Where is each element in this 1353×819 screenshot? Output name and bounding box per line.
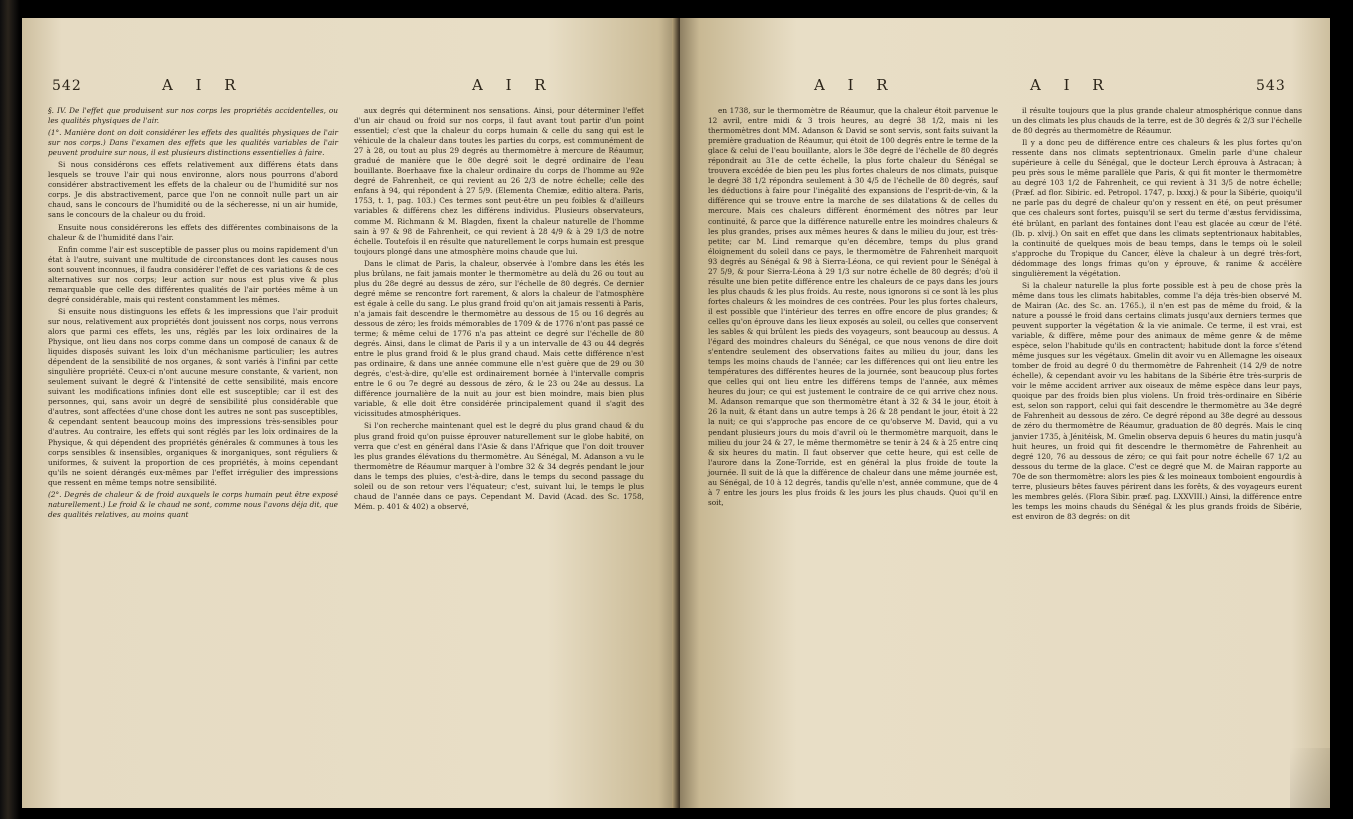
left-page [22, 18, 678, 808]
paragraph: Si ensuite nous distinguons les effets & les impressions que l'air produit sur nous, relativement aux propriétés dont jouissent nos corps, nous verrons alors que parmi ces effets, les uns, réglés par les loix ordinaires de la Physique, ont lieu dans nos corps comme dans un composé de canaux & de liquides disposés suivant les loix d'un méchanisme particulier; les autres dépendent de la sensibilité de nos organes, & sont variés à l'infini par cette singulière propriété. Ceux-ci n'ont aucune mesure constante, & varient, non seulement suivant le degré & l'intensité de cette sensibilité, mais encore suivant les modifications infinies dont elle est susceptible; car il est des personnes, qui, sans avoir un degré de sensibilité plus considérable que d'autres, sont affectées d'une chose dont les autres ne sont pas susceptibles, & cependant sentent beaucoup moins des impressions très-sensibles pour d'autres. Au contraire, les effets qui sont réglés par les loix ordinaires de la Physique, & qui dépendent des propriétés générales & communes à tous les corps sensibles & insensibles, organiques & inorganiques, sont réguliers & uniformes, & suivent la proportion de ces propriétés, à moins cependant qu'ils ne soient dérangés eux-mêmes par l'effet irrégulier des impressions que ressent en même temps notre sensibilité. [48, 306, 338, 487]
text-column-2 [354, 106, 644, 514]
paragraph: Dans le climat de Paris, la chaleur, observée à l'ombre dans les étés les plus brûlans, ne fait jamais monter le thermomètre au delà du 26 ou tout au plus du 28e degré au dessus de zéro, sur l'échelle de 80 degrés. Ce dernier degré même se rencontre fort rarement, & alors la chaleur de l'atmosphère est égale à celle du sang. Le plus grand froid qu'on ait jamais ressenti à Paris, n'a jamais fait descendre le thermomètre au dessous de 15 ou 16 degrés au dessous de zéro; les froids mémorables de 1709 & de 1776 n'ont pas passé ce terme; & même celui de 1776 n'a pas atteint ce degré sur l'échelle de 80 degrés. Ainsi, dans le climat de Paris il y a un intervalle de 43 ou 44 degrés entre le plus grand froid & le plus grand chaud. Mais cette différence n'est pas ordinaire, & dans une année commune elle n'est guère que de 29 ou 30 degrés, c'est-à-dire, qu'elle est ordinairement bornée à l'intervalle compris entre le 6 ou 7e degré au dessous de zéro, & le 23 ou 24e au dessus. La différence journalière de la nuit au jour est bien moindre, mais bien plus variable, & elle doit être considérée principalement quand il s'agit des vicissitudes atmosphériques. [354, 258, 644, 419]
paragraph: Si la chaleur naturelle la plus forte possible est à peu de chose près la même dans tous les climats habitables, comme l'a déja très-bien observé M. de Mairan (Ac. des Sc. an. 1765.), il n'en est pas de même du froid, & la nature a poussé le froid dans certains climats jusqu'aux derniers termes que peuvent supporter la végétation & la vie animale. Ce terme, il est vrai, est variable, & diffère, même pour des animaux de même genre & de même espèce, selon l'habitude qu'ils en contractent; habitude dont la force s'étend même jusques sur les végétaux. Gmelin dit avoir vu en Allemagne les oiseaux tomber de froid au degré 0 du thermomètre de Fahrenheit (14 2/9 de notre échelle), & cependant avoir vu les habitans de la Sibérie être très-surpris de voir le même accident arriver aux oiseaux de même espèce dans leur pays, quoique par des froids bien plus violens. Un froid très-ordinaire en Sibérie est, selon son rapport, celui qui fait descendre le thermomètre au 34e degré de Fahrenheit au dessous de zéro. Ce degré répond au 38e degré au dessous de zéro du thermomètre de Réaumur, graduation de 80 degrés. Mais le cinq janvier 1735, à Jénitéisk, M. Gmelin observa depuis 6 heures du matin jusqu'à huit heures, un froid qui fit descendre le thermomètre de Fahrenheit au degré 120, 76 au dessous de zéro; ce qui fait pour notre échelle 67 1/2 au dessous du terme de la glace. C'est ce degré que M. de Mairan rapporte au 70e de son thermomètre: alors les pies & les moineaux tomboient engourdis à terre, plusieurs bêtes fauves périrent dans les forêts, & des voyageurs eurent les membres gelés. (Flora Sibir. præf. pag. LXXVIII.) Ainsi, la différence entre les temps les moins chauds du Sénégal & les plus grands froids de Sibérie, est environ de 83 degrés: on dit [1012, 280, 1302, 521]
paragraph: (1°. Manière dont on doit considérer les effets des qualités physiques de l'air sur nos corps.) Dans l'examen des effets que les qualités variables de l'air peuvent produire sur nous, il est plusieurs distinctions essentielles à faire. [48, 128, 338, 158]
paragraph: Enfin comme l'air est susceptible de passer plus ou moins rapidement d'un état à l'autre, suivant une multitude de circonstances dont les causes nous sont souvent inconnues, il faudra considérer l'effet de ces variations & de ces alternatives sur nos corps; leur action sur nous est plus vive & plus remarquable que celle des différentes qualités de l'air portées même à un degré considérable, mais qui restent constamment les mêmes. [48, 244, 338, 304]
running-head: A I R [814, 76, 897, 94]
page-number: 542 [52, 78, 82, 94]
right-page [680, 18, 1330, 808]
paragraph: il résulte toujours que la plus grande chaleur atmosphérique connue dans un des climats les plus chauds de la terre, est de 30 degrés & 2/3 sur l'échelle de 80 degrés au thermomètre de Réaumur. [1012, 106, 1302, 136]
paragraph: Il y a donc peu de différence entre ces chaleurs & les plus fortes qu'on ressente dans nos climats septentrionaux. Gmelin parle d'une chaleur supérieure à celle du Sénégal, que le docteur Lerch éprouva à Astracan; à peu près sous le même parallèle que Paris, & qui fit monter le thermomètre au degré 103 1/2 de Fahrenheit, ce qui revient à 31 3/5 de notre échelle; (Præf. ad flor. Sibiric. ed. Petropol. 1747, p. lxxxj.) & pour la Sibérie, quoiqu'il ne parle pas du degré de chaleur qu'on y ressent en été, on peut présumer que ces chaleurs sont fortes, puisqu'il se sert du terme d'æstus fervidissima, été brûlant, en parlant des fontaines dont l'eau est glacée au cœur de l'été. (Ib. p. xlvij.) On sait en effet que dans les climats septentrionaux habitables, la continuité de quelques mois de beau temps, dans le temps où le soleil s'approche du Tropique du Cancer, élève la chaleur à un degré très-fort, dédommage des longs frimas qu'on y éprouve, & ranime & accélère singulièrement la végétation. [1012, 138, 1302, 278]
paragraph: Si l'on recherche maintenant quel est le degré du plus grand chaud & du plus grand froid qu'on puisse éprouver naturellement sur le globe habité, on verra que c'est en général dans l'Asie & dans l'Afrique que l'on doit trouver les plus grandes élévations du thermomètre. Au Sénégal, M. Adanson a vu le thermomètre de Réaumur marquer à l'ombre 32 & 34 degrés pendant le jour dans le temps des pluies, c'est-à-dire, dans le temps du second passage du soleil ou de son retour vers l'équateur; c'est, suivant lui, le temps le plus chaud de l'année dans ce pays. Cependant M. David (Acad. des Sc. 1758, Mém. p. 401 & 402) a observé, [354, 421, 644, 511]
text-column-1 [48, 106, 338, 522]
running-head: A I R [472, 76, 555, 94]
text-column-1 [708, 106, 998, 510]
running-head: A I R [162, 76, 245, 94]
paragraph: en 1738, sur le thermomètre de Réaumur, que la chaleur étoit parvenue le 12 avril, entre midi & 3 trois heures, au degré 38 1/2, mais ni les thermomètres dont MM. Adanson & David se sont servis, sont faits suivant la première graduation de Réaumur, qui étoit de 100 degrés entre le terme de la glace & celui de l'eau bouillante, alors le 38e degré de l'échelle de 80 degrés répondrait au 31e de cette échelle, la plus forte chaleur du Sénégal se trouvera excédée de bien peu les plus fortes chaleurs de nos climats, puisque le degré 38 1/2 répondra seulement à 30 4/5 de l'échelle de 80 degrés, sauf les déductions à faire pour l'inégalité des expansions de l'esprit-de-vin, & la différence qui se trouve entre la marche de ses dilatations & de celles du mercure. Mais ces chaleurs diffèrent énormément des nôtres par leur continuité, & parce que la différence naturelle entre les moindres chaleurs & les plus grandes, prises aux mêmes heures & dans le milieu du jour, est très-petite; car M. Lind remarque qu'en décembre, temps du plus grand éloignement du soleil dans ce pays, le thermomètre de Fahrenheit marquoit 93 degrés au Sénégal & 98 à Sierra-Léona, ce qui revient pour le Sénégal à 27 5/9, & pour Sierra-Léona à 29 1/3 sur notre échelle de 80 degrés; d'où il résulte une bien petite différence entre les chaleurs de ce pays dans les jours les plus chauds & les plus froids. Au reste, nous ignorons si ce sont là les plus fortes chaleurs & les moindres de ces contrées. Pour les plus fortes chaleurs, il est possible que l'intérieur des terres en offre encore de plus grandes; & celles qu'on éprouve dans les lieux exposés au soleil, ou celles que conservent les sables & qui brûlent les pieds des voyageurs, sont beaucoup au dessus. A l'égard des moindres chaleurs du Sénégal, ce que nous venons de dire doit s'entendre seulement des observations faites au milieu du jour, dans les temps les moins chauds de l'année; car les différences qui ont lieu entre les températures des différentes heures de la journée, sont beaucoup plus fortes que celles qui ont lieu entre les différens temps de l'année, aux mêmes heures du jour; ce qui est justement le contraire de ce qui arrive chez nous. M. Adanson remarque que son thermomètre étant à 32 & 34 le jour, étoit à 26 la nuit, & étant dans un autre temps à 26 & 28 pendant le jour, étoit à 22 la nuit; ce qui s'approche pas encore de ce qu'observe M. David, qui a vu pendant plusieurs jours du mois d'avril où le thermomètre marquoit, dans le milieu du jour 24 & 27, le même thermomètre se tenir à 24 & à 25 entre cinq & six heures du matin. Il faut observer que cette heure, qui est celle de l'aurore dans la Zone-Torride, est en général la plus froide de toute la journée. Il suit de là que la différence de chaleur dans une même journée est, au Sénégal, de 10 à 12 degrés, tandis qu'elle n'est, année commune, que de 4 à 7 entre les jours les plus froids & les jours les plus chauds. Quoi qu'il en soit, [708, 106, 998, 507]
paragraph: (2°. Degrés de chaleur & de froid auxquels le corps humain peut être exposé naturellement.) Le froid & le chaud ne sont, comme nous l'avons déja dit, que des qualités relatives, au moins quant [48, 489, 338, 519]
paragraph: Ensuite nous considérerons les effets des différentes combinaisons de la chaleur & de l'humidité dans l'air. [48, 222, 338, 242]
paragraph: §. IV. De l'effet que produisent sur nos corps les propriétés accidentelles, ou les qualités physiques de l'air. [48, 106, 338, 126]
page-number: 543 [1256, 78, 1286, 94]
paragraph: aux degrés qui déterminent nos sensations. Ainsi, pour déterminer l'effet d'un air chaud ou froid sur nos corps, il faut avant tout partir d'un point essentiel; c'est que la chaleur du corps humain & celle du sang qui est le véhicule de la chaleur dans toutes les parties du corps, est communément de 27 à 28, ou tout au plus 29 degrés au thermomètre à mercure de Réaumur, gradué de manière que le 80e degré soit le degré ordinaire de l'eau bouillante. Boerhaave fixe la chaleur ordinaire du corps de l'homme au 92e degré de Fahrenheit, ce qui revient au 26 2/3 de notre échelle; celle des enfans à 94, qui répondent à 27 5/9. (Elementa Chemiæ, editio altera. Paris, 1753, t. 1, pag. 103.) Ces termes sont peut-être un peu foibles & d'ailleurs variables & différens chez les différens individus. Plusieurs observateurs, comme M. Richmann & M. Blagden, fixent la chaleur naturelle de l'homme sain à 97 & 98 de Fahrenheit, ce qui revient à 28 4/9 & à 29 1/3 de notre échelle. Toutefois il en résulte que naturellement le corps humain est presque toujours plongé dans une atmosphère moins chaude que lui. [354, 106, 644, 256]
running-head: A I R [1030, 76, 1113, 94]
text-column-2 [1012, 106, 1302, 524]
paragraph: Si nous considérons ces effets relativement aux différens états dans lesquels se trouve l'air qui nous environne, alors nous pourrons d'abord considérer abstractivement les effets de la chaleur ou de l'humidité sur nos corps. Je dis abstractivement, parce que l'on ne connoît nulle part un air chaud, sans le concours de l'humidité ou de la sécheresse, ni un air humide, sans le concours de la chaleur ou du froid. [48, 160, 338, 220]
page-corner-shadow [1290, 748, 1330, 808]
